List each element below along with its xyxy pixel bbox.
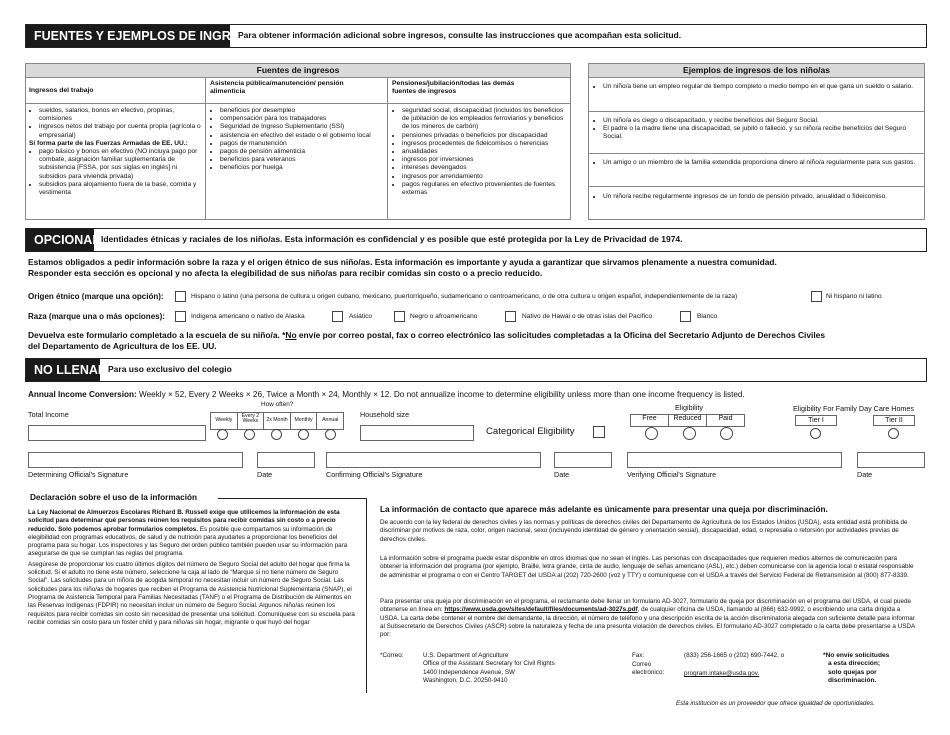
eligibility-group	[630, 414, 745, 427]
freq-2x-month: 2x Month	[264, 413, 291, 429]
equal-opportunity-footer: Esta institución es un proveedor que ofrece igualdad de oportunidades.	[676, 700, 875, 707]
complaint-form-link[interactable]: https://www.usda.gov/sites/default/files/documents/ad-3027s.pdf	[444, 606, 638, 614]
elig-free-radio[interactable]	[645, 427, 658, 440]
freq-monthly: Monthly	[291, 413, 318, 429]
freq-weekly-radio[interactable]	[217, 429, 228, 440]
determining-signature-field[interactable]	[28, 452, 243, 468]
total-income-label: Total Income	[28, 410, 69, 419]
elig-reduced-radio[interactable]	[683, 427, 696, 440]
return-instruction: Devuelva este formulario completado a la escuela de su niño/a. *No envíe por correo postal, fax o correo electrónico las solicitudes completadas a la Oficina del Secretario Adjunto de Derechos Civiles	[28, 330, 825, 340]
race-white-label: Blanco	[697, 313, 718, 320]
col-pensions-item: • pagos regulares en efectivo provenientes de fuentes externas	[402, 181, 566, 197]
ethnicity-label: Origen étnico (marque una opción):	[28, 292, 164, 301]
household-size-label: Household size	[360, 410, 410, 419]
col-assistance-item: • beneficios para veteranos	[220, 156, 384, 164]
example-row	[589, 112, 924, 154]
col-work-item: • subsidios para alojamiento fuera de la base, comida y vestimenta	[39, 181, 203, 197]
fax-number: (833) 256-1665 o (202) 690-7442, o	[684, 652, 785, 659]
race-black-checkbox[interactable]	[394, 311, 405, 322]
col-assistance-title: Asistencia pública/manutención/ pensión alimenticia	[210, 80, 344, 96]
household-size-field[interactable]	[360, 425, 474, 441]
confirming-date-field[interactable]	[554, 452, 612, 468]
verifying-date-label: Date	[857, 470, 873, 479]
not-hispanic-label: Ni hispano ni latino	[826, 293, 882, 300]
income-sources-note: Para obtener información adicional sobre ingresos, consulte las instrucciones que acompañan esta solicitud.	[238, 30, 682, 40]
elig-paid-radio[interactable]	[720, 427, 733, 440]
col-work-item: • sueldos, salarios, bonos en efectivo, propinas, comisiones	[39, 107, 203, 123]
col-work-title: Ingresos del trabajo	[29, 87, 94, 94]
race-white-checkbox[interactable]	[680, 311, 691, 322]
example-row	[589, 77, 924, 112]
contact-paragraph-2: La información sobre el programa puede estar disponible en otros idiomas que no sean el inglés. Las personas con discapacidades que requieren medios alternos de comunicación para obtener la información del programa (por ejemplo, Braille, letra grande, cinta de audio, lenguaje de señas americano (ASL), etc.) deben comunicarse con la agencia local o estatal responsable de administrar el programa o con el Centro TARGET del USDA al (202) 720-2600 (voz y TTY) o comuníquese con el USDA a través del Servicio Federal de Retransmisión al (800) 877-8339.	[380, 555, 914, 579]
contact-paragraph-3: Para presentar una queja por discriminación en el programa, el reclamante debe llenar un formulario AD-3027, formulario de queja por discriminación en el programa del USDA, el cual puede obtenerse en línea en: https://www.usda.gov/sites/default/files/documents/ad-3027s.pdf, de cualquier oficina de USDA, llamando al (866) 632-9992, o escribiendo una carta dirigida a USDA. La carta debe contener el nombre del demandante, la dirección, el número de teléfono y una descripción escrita de la acción discriminatoria alegada con suficiente detalle para informar al Subsecretario de Derechos Civiles (ASCR) sobre la naturaleza y fecha de una presunta violación de derechos civiles. El formulario AD-3027 completado o la carta debe presentarse a USDA por:	[380, 598, 915, 639]
freq-monthly-radio[interactable]	[298, 429, 309, 440]
elig-free-label: Free	[631, 415, 669, 426]
tier-1-box: Tier I	[795, 415, 837, 426]
confirming-signature-label: Confirming Official's Signature	[326, 470, 423, 479]
race-label: Raza (marque una o más opciones):	[28, 312, 165, 321]
income-examples-table	[588, 63, 925, 220]
elig-paid-label: Paid	[718, 415, 733, 422]
race-asian-checkbox[interactable]	[332, 311, 343, 322]
daycare-label: Eligibility For Family Day Care Homes	[793, 404, 915, 413]
determining-signature-label: Determining Official's Signature	[28, 470, 129, 479]
mail-label: *Correo:	[380, 652, 404, 659]
sources-col-pensions	[388, 77, 570, 219]
example-row	[589, 154, 924, 187]
categorical-eligibility-label: Categorical Eligibility	[486, 426, 575, 437]
email-label: Correo electrónico:	[632, 661, 665, 677]
col-work-item: • pago básico y bonos en efectivo (NO incluya pago por combate, asignación familiar suplementaria de subsistencia [FSSA, por sus siglas en inglés] ni subsidios para vivienda privada)	[39, 148, 203, 181]
example-row	[589, 187, 924, 219]
col-pensions-item: • ingresos procedentes de fideicomisos o herencias	[402, 140, 566, 148]
contact-paragraph-1: De acuerdo con la ley federal de derechos civiles y las normas y políticas de derechos civiles del Departamento de Agricultura de los Estados Unidos (USDA), esta entidad está prohibida de discriminar por motivos de raza, color, origen nacional, sexo (incluyendo identidad de género y orientación sexual), discapacidad, edad, o represalia o retorsión por actividades previas de derechos civiles.	[380, 519, 908, 543]
no-send-note: *No envíe solicitudes a esta dirección; solo quejas por discriminación.	[823, 652, 890, 684]
optional-intro-2: Responder esta sección es opcional y no afecta la elegibilidad de sus niño/as para recibir comidas sin costo o a precio reducido.	[28, 268, 543, 278]
categorical-eligibility-checkbox[interactable]	[593, 426, 605, 438]
usage-text: La Ley Nacional de Almuerzos Escolares Richard B. Russell exige que utilicemos la información de esta solicitud para determinar qué personas reúnen los requisitos para recibir comidas sin costo o a precio reducido. Solo podemos aprobar formularios completos. Es posible que compartamos su información de elegibilidad con programas educativos, de salud y de nutrición para ayudarles a proporcionar los beneficios del programa para su hogar. Los inspectores y las Seguro del orden público también pueden usar su información para asegurarse de que se cumplan las reglas del programa. Asegúrese de proporcionar los cuatro últimos dígitos del número de Seguro Social del adulto del hogar que firma la solicitud. Si el adulto no tiene este número, seleccione la caja al lado de “Marque si no tiene número de Seguro Social”. Las solicitudes para un niño/a de acogida temporal no necesitan incluir un número de Seguro Social. Las solicitudes para los niño/as de hogares que reciben el Programa de Asistencia Nutricional Suplementaria (SNAP), el Programa de Asistencia Temporal para Familias Necesitadas (TANF) o el Programa de Distribución de Alimentos en las Reservas Indígenas (FDPIR) no necesitan incluir un número de Seguro Social. Algunos niño/as reúnen los requisitos para recibir comidas sin costo sin necesidad de presentar una solicitud. Comuníquese con su escuela para recibir comidas sin costo para un foster child y para niño/as sin hogar, migrante o que huyó del hogar	[28, 509, 355, 626]
example-item: • El padre o la madre tiene una discapacidad, se jubiló o falleció, y su niño/a recibe beneficios del Seguro Social.	[603, 125, 920, 141]
race-native-label: Indígena americano o nativo de Alaska	[191, 313, 305, 320]
col-assistance-item: • pagos de pensión alimenticia	[220, 148, 384, 156]
col-pensions-item: • intereses devengados	[402, 164, 566, 172]
col-pensions-item: • ingresos por inversiones	[402, 156, 566, 164]
frequency-group	[210, 412, 344, 430]
eligibility-label: Eligibility	[675, 403, 703, 412]
income-sources-table	[25, 63, 571, 220]
hispanic-checkbox[interactable]	[175, 291, 186, 302]
income-sources-header: Fuentes de ingresos	[26, 64, 570, 78]
freq-every-2-weeks-radio[interactable]	[244, 429, 255, 440]
determining-date-label: Date	[257, 470, 273, 479]
col-pensions-item: • seguridad social, discapacidad (incluidos los beneficios de jubilación de los empleados ferroviarios y beneficios de los mineros de carbón)	[402, 107, 566, 132]
contact-title: La información de contacto que aparece más adelante es únicamente para presentar una queja por discriminación.	[380, 505, 828, 514]
sources-col-work	[26, 77, 206, 219]
col-work-military: Si forma parte de las Fuerzas Armadas de EE. UU.:	[29, 139, 188, 147]
income-sources-bar	[25, 24, 927, 48]
col-assistance-item: • asistencia en efectivo del estado o el gobierno local	[220, 132, 384, 140]
school-use-bar	[25, 358, 927, 382]
col-assistance-item: • pagos de manutención	[220, 140, 384, 148]
how-often-label: How often?	[261, 401, 294, 408]
verifying-signature-field[interactable]	[627, 452, 842, 468]
return-instruction-2: del Departamento de Agricultura de los EE. UU.	[28, 341, 217, 351]
optional-intro-1: Estamos obligados a pedir información sobre la raza y el origen étnico de sus niño/as. Esta información es importante y ayuda a garantizar que sirvamos plenamente a nuestra comunidad.	[28, 257, 777, 267]
col-assistance-item: • Seguridad de Ingreso Suplementario (SSI)	[220, 123, 384, 131]
income-examples-header: Ejemplos de ingresos de los niño/as	[589, 64, 924, 78]
freq-annual: Annual	[322, 417, 339, 423]
determining-date-field[interactable]	[257, 452, 315, 468]
race-hawaiian-label: Nativo de Hawái o de otras islas del Pacífico	[522, 313, 653, 320]
fax-label: Fax:	[632, 652, 645, 659]
race-asian-label: Asiático	[349, 313, 373, 320]
col-pensions-title: Pensiones/jubilación/todas las demás fuentes de ingresos	[392, 80, 515, 96]
sources-col-assistance	[206, 77, 388, 219]
col-assistance-item: • beneficios por huelga	[220, 164, 384, 172]
confirming-signature-field[interactable]	[326, 452, 541, 468]
school-use-note: Para uso exclusivo del colegio	[108, 364, 232, 374]
verifying-date-field[interactable]	[857, 452, 925, 468]
col-pensions-item: • ingresos por arrendamiento	[402, 173, 566, 181]
col-work-item: • ingresos netos del trabajo por cuenta propia (agrícola o empresarial)	[39, 123, 203, 139]
income-sources-tag: FUENTES Y EJEMPLOS DE INGRESOS	[26, 25, 230, 47]
example-item: • Un niño/a tiene un empleo regular de tiempo completo o medio tiempo en el que gana un sueldo o salario.	[603, 83, 920, 91]
school-use-tag: NO LLENAR	[26, 359, 100, 381]
tier-1-radio[interactable]	[810, 428, 821, 439]
tier-2-box: Tier II	[873, 415, 915, 426]
race-hawaiian-checkbox[interactable]	[505, 311, 516, 322]
mail-address: U.S. Department of Agriculture Office of the Assistant Secretary for Civil Rights 1400 Independence Avenue, SW Washington, D.C. 20250-9410	[423, 652, 555, 684]
col-pensions-item: • anualidades	[402, 148, 566, 156]
example-item: • Un niño/a recibe regularmente ingresos de un fondo de pensión privado, anualidad o fideicomiso.	[603, 193, 920, 201]
freq-every-2-weeks: Every 2 Weeks	[238, 413, 265, 429]
confirming-date-label: Date	[554, 470, 570, 479]
col-assistance-item: • beneficios por desempleo	[220, 107, 384, 115]
not-hispanic-checkbox[interactable]	[811, 291, 822, 302]
freq-2x-month-radio[interactable]	[271, 429, 282, 440]
elig-reduced-label: Reduced	[669, 415, 707, 426]
verifying-signature-label: Verifying Official's Signature	[627, 470, 717, 479]
freq-annual-radio[interactable]	[325, 429, 336, 440]
col-assistance-item: • compensación para los trabajadores	[220, 115, 384, 123]
income-conversion: Annual Income Conversion: Weekly × 52, Every 2 Weeks × 26, Twice a Month × 24, Monthly × 12. Do not annualize income to determine eligibility unless more than one income frequency is listed.	[28, 390, 745, 399]
total-income-field[interactable]	[28, 425, 206, 441]
optional-note: Identidades étnicas y raciales de los niño/as. Esta información es confidencial y es posible que esté protegida por la Ley de Privacidad de 1974.	[101, 234, 683, 244]
freq-weekly: Weekly	[211, 413, 238, 429]
optional-bar	[25, 228, 927, 252]
example-item: • Un amigo o un miembro de la familia extendida proporciona dinero al niño/a regularmente para sus gastos.	[603, 159, 920, 167]
usage-title: Declaración sobre el uso de la información	[30, 493, 197, 502]
race-black-label: Negro o afroamericano	[410, 313, 478, 320]
optional-tag: OPCIONAL	[26, 229, 94, 251]
example-item: • Un niño/a es ciego o discapacitado, y recibe beneficios del Seguro Social.	[603, 117, 920, 125]
col-pensions-item: • pensiones privadas o beneficios por discapacidad	[402, 132, 566, 140]
hispanic-label: Hispano o latino (una persona de cultura u origen cubano, mexicano, puertorriqueño, sudamericano o centroamericano, o de otra cultura u origen español, independientemente de la raza)	[191, 293, 738, 300]
tier-2-radio[interactable]	[888, 428, 899, 439]
race-native-checkbox[interactable]	[175, 311, 186, 322]
email-address[interactable]: program.intake@usda.gov.	[684, 670, 760, 677]
